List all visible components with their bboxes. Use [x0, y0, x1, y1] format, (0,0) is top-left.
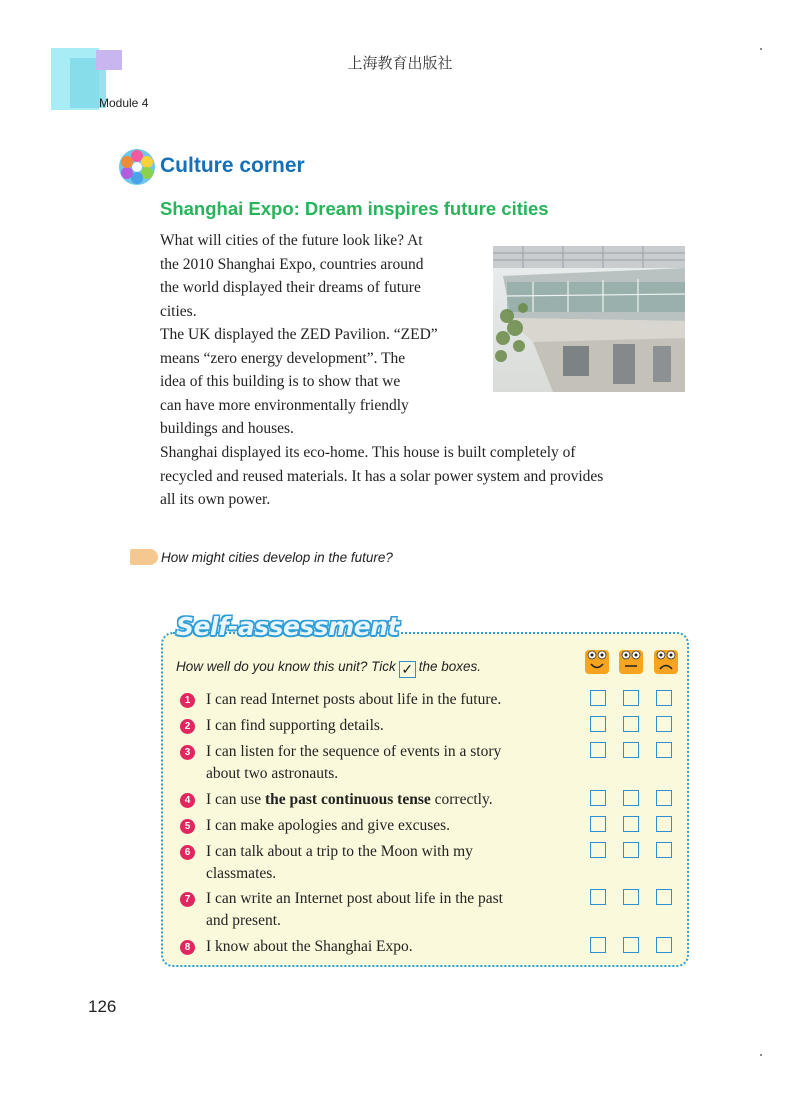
checkbox-neutral[interactable]	[623, 816, 639, 832]
text-line: can have more environmentally friendly	[160, 396, 409, 414]
checkbox-happy[interactable]	[590, 937, 606, 953]
text-line: recycled and reused materials. It has a solar power system and provides	[160, 467, 604, 485]
assessment-item	[206, 689, 566, 711]
text-line: Shanghai displayed its eco-home. This house is built completely of	[160, 444, 576, 461]
checkbox-neutral[interactable]	[623, 742, 639, 758]
checkbox-happy[interactable]	[590, 790, 606, 806]
text-line: all its own power.	[160, 491, 271, 508]
item-number: 4	[180, 793, 195, 808]
item-line: I can find supporting details.	[206, 717, 384, 734]
item-line: I can write an Internet post about life in the past	[206, 890, 503, 907]
assessment-item	[206, 715, 566, 737]
text-line: the world displayed their dreams of future	[160, 279, 421, 296]
question-tab	[130, 549, 158, 565]
checkbox-sad[interactable]	[656, 690, 672, 706]
text-line: the 2010 Shanghai Expo, countries around	[160, 255, 424, 273]
assessment-item	[206, 789, 566, 811]
tick-box-icon: ✓	[399, 661, 416, 678]
checkbox-neutral[interactable]	[623, 790, 639, 806]
item-number: 8	[180, 940, 195, 955]
item-line: I can read Internet posts about life in the future.	[206, 691, 502, 708]
item-text-bold: the past continuous tense	[264, 791, 431, 808]
text-line: idea of this building is to show that we	[160, 373, 401, 390]
item-number: 7	[180, 892, 195, 907]
zed-pavilion-photo	[493, 246, 685, 392]
checkbox-sad[interactable]	[656, 816, 672, 832]
assessment-item	[206, 841, 566, 885]
paragraph	[160, 441, 603, 512]
checkbox-neutral[interactable]	[623, 842, 639, 858]
article-title: Shanghai Expo: Dream inspires future cities	[160, 198, 549, 219]
crop-mark	[760, 1054, 762, 1056]
sad-face-icon	[654, 650, 678, 674]
self-assessment-instruction	[176, 659, 481, 678]
item-text: correctly.	[430, 791, 493, 808]
module-label: Module 4	[99, 96, 149, 110]
checkbox-sad[interactable]	[656, 842, 672, 858]
checkbox-happy[interactable]	[590, 690, 606, 706]
checkbox-sad[interactable]	[656, 790, 672, 806]
item-line: and present.	[206, 912, 281, 929]
assessment-item	[206, 815, 566, 837]
checkbox-neutral[interactable]	[623, 690, 639, 706]
item-number: 6	[180, 845, 195, 860]
item-number: 2	[180, 719, 195, 734]
text-line: means “zero energy development”. The	[160, 349, 406, 367]
culture-corner-flower-icon	[118, 148, 156, 186]
assessment-item	[206, 936, 566, 958]
assessment-item	[206, 888, 566, 932]
neutral-face-icon	[619, 650, 643, 674]
item-line: I can listen for the sequence of events in a story	[206, 743, 502, 760]
checkbox-neutral[interactable]	[623, 716, 639, 732]
discussion-question: How might cities develop in the future?	[161, 550, 393, 565]
checkbox-sad[interactable]	[656, 937, 672, 953]
section-title: Culture corner	[160, 154, 305, 177]
item-number: 3	[180, 745, 195, 760]
instruction-text: the boxes.	[418, 659, 482, 674]
checkbox-neutral[interactable]	[623, 889, 639, 905]
text-line: buildings and houses.	[160, 420, 294, 437]
item-line: I know about the Shanghai Expo.	[206, 938, 413, 955]
checkbox-neutral[interactable]	[623, 937, 639, 953]
paragraph	[160, 323, 438, 441]
text-line: What will cities of the future look like? At	[160, 232, 423, 249]
crop-mark	[760, 48, 762, 50]
checkbox-happy[interactable]	[590, 889, 606, 905]
item-text: I can use	[206, 791, 265, 808]
instruction-text: How well do you know this unit? Tick	[176, 659, 396, 674]
text-line: cities.	[160, 302, 197, 320]
publisher-name: 上海教育出版社	[347, 54, 453, 72]
item-number: 5	[180, 819, 195, 834]
checkbox-sad[interactable]	[656, 889, 672, 905]
paragraph	[160, 229, 423, 323]
checkbox-sad[interactable]	[656, 716, 672, 732]
item-number: 1	[180, 693, 195, 708]
checkbox-happy[interactable]	[590, 742, 606, 758]
self-assessment-title: Self-assessment	[176, 612, 399, 641]
checkbox-happy[interactable]	[590, 842, 606, 858]
assessment-item	[206, 741, 566, 785]
item-line: I can make apologies and give excuses.	[206, 817, 451, 834]
page-number: 126	[88, 997, 117, 1016]
text-line: The UK displayed the ZED Pavilion. “ZED”	[160, 326, 438, 343]
checkbox-sad[interactable]	[656, 742, 672, 758]
checkbox-happy[interactable]	[590, 816, 606, 832]
checkbox-happy[interactable]	[590, 716, 606, 732]
happy-face-icon	[585, 650, 609, 674]
item-line: about two astronauts.	[206, 765, 339, 782]
item-line: classmates.	[206, 865, 277, 882]
item-line: I can talk about a trip to the Moon with my	[206, 843, 473, 860]
